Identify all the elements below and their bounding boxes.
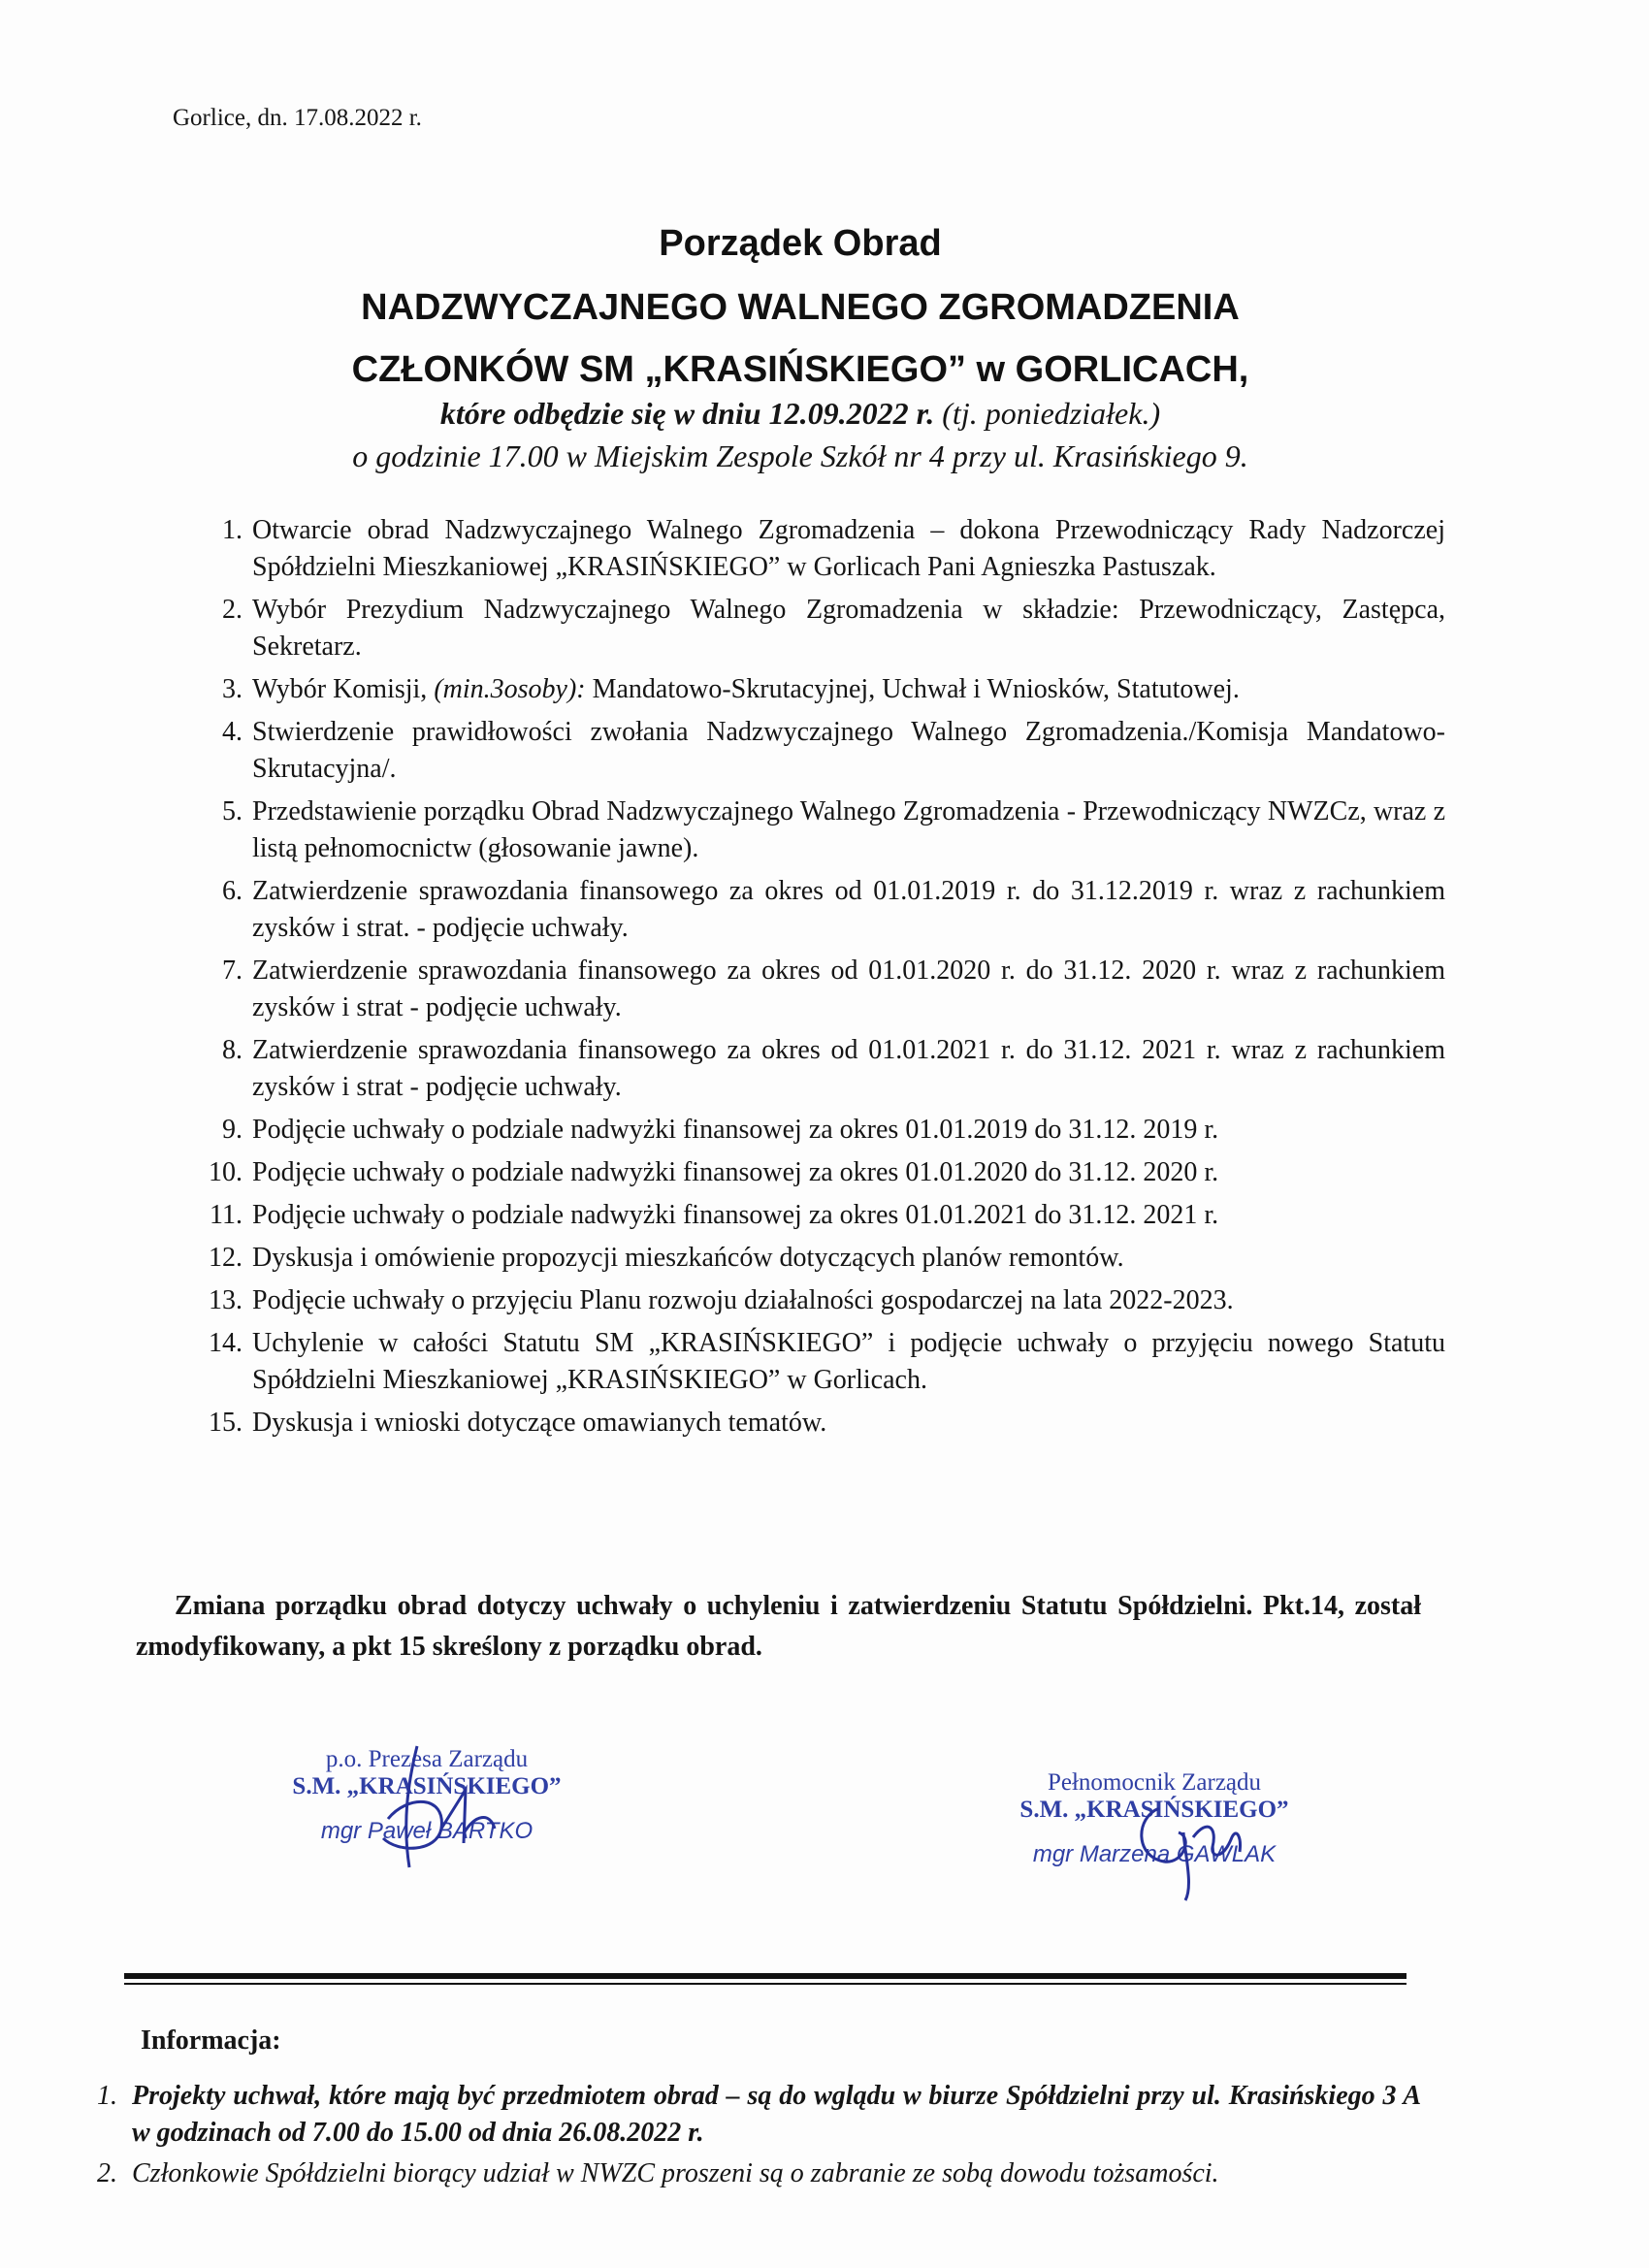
agenda-item-10 — [194, 1154, 1445, 1191]
agenda-text-part: Mandatowo-Skrutacyjnej, Uchwał i Wniosków, Statutowej. — [585, 674, 1240, 704]
agenda-text: Zatwierdzenie sprawozdania finansowego za okres od 01.01.2021 r. do 31.12. 2021 r. wraz z rachunkiem zysków i strat - podjęcie uchwały. — [252, 1035, 1445, 1102]
meeting-date-line — [146, 396, 1455, 432]
agenda-number: 1. — [222, 515, 242, 545]
agenda-item-7 — [194, 953, 1445, 1026]
stamp-organisation: S.M. „KRASIŃSKIEGO” — [292, 1773, 562, 1799]
agenda-text: Stwierdzenie prawidłowości zwołania Nadzwyczajnego Walnego Zgromadzenia./Komisja Mandatowo-Skrutacyjna/. — [252, 717, 1445, 784]
agenda-number: 14. — [209, 1328, 242, 1358]
agenda-number: 7. — [222, 956, 242, 986]
agenda-number: 13. — [209, 1285, 242, 1315]
agenda-text: Dyskusja i wnioski dotyczące omawianych tematów. — [252, 1408, 827, 1438]
agenda-text: Zatwierdzenie sprawozdania finansowego za okres od 01.01.2019 r. do 31.12.2019 r. wraz z rachunkiem zysków i strat. - podjęcie uchwały. — [252, 876, 1445, 943]
agenda-number: 10. — [209, 1157, 242, 1187]
info-text: Projekty uchwał, które mają być przedmiotem obrad – są do wglądu w biurze Spółdzielni przy ul. Krasińskiego 3 A w godzinach od 7.00 do 15.00 od dnia 26.08.2022 r. — [132, 2081, 1421, 2148]
place-date: Gorlice, dn. 17.08.2022 r. — [173, 105, 422, 131]
agenda-text: Podjęcie uchwały o podziale nadwyżki finansowej za okres 01.01.2019 do 31.12. 2019 r. — [252, 1115, 1219, 1145]
agenda-number: 2. — [222, 595, 242, 625]
agenda-item-12 — [194, 1240, 1445, 1277]
info-number: 2. — [97, 2158, 117, 2188]
agenda-item-14 — [194, 1325, 1445, 1399]
signature-right — [1125, 1779, 1251, 1905]
section-divider — [124, 1973, 1406, 1979]
agenda-number: 12. — [209, 1243, 242, 1273]
stamp-right — [970, 1769, 1339, 1868]
info-list — [97, 2078, 1421, 2196]
agenda-item-4 — [194, 714, 1445, 788]
agenda-text: Dyskusja i omówienie propozycji mieszkańców dotyczących planów remontów. — [252, 1243, 1124, 1273]
agenda-text — [252, 671, 1445, 708]
info-item-1 — [97, 2078, 1421, 2152]
agenda-item-2 — [194, 592, 1445, 665]
agenda-number: 11. — [210, 1200, 242, 1230]
meeting-place-line: o godzinie 17.00 w Miejskim Zespole Szkół nr 4 przy ul. Krasińskiego 9. — [352, 438, 1248, 473]
agenda-list — [194, 512, 1445, 1447]
stamp-role: Pełnomocnik Zarządu — [1047, 1769, 1262, 1796]
stamp-left — [242, 1746, 611, 1845]
info-title: Informacja: — [141, 2025, 281, 2056]
stamp-organisation: S.M. „KRASIŃSKIEGO” — [1019, 1797, 1289, 1823]
info-number: 1. — [97, 2081, 117, 2111]
signature-left — [349, 1736, 504, 1882]
section-divider-thin — [124, 1983, 1406, 1985]
agenda-item-9 — [194, 1112, 1445, 1149]
agenda-number: 8. — [222, 1035, 242, 1065]
info-item-2 — [97, 2155, 1421, 2192]
agenda-number: 9. — [222, 1115, 242, 1145]
agenda-number: 3. — [222, 674, 242, 704]
agenda-change-note: Zmiana porządku obrad dotyczy uchwały o uchyleniu i zatwierdzeniu Statutu Spółdzielni. Pkt.14, został zmodyfikowany, a pkt 15 skreślony z porządku obrad. — [136, 1591, 1421, 1662]
agenda-item-5 — [194, 794, 1445, 867]
meeting-date-bold: które odbędzie się w dniu 12.09.2022 r. — [439, 396, 935, 431]
agenda-item-3 — [194, 671, 1445, 708]
agenda-number: 6. — [222, 876, 242, 906]
info-text: Członkowie Spółdzielni biorący udział w NWZC proszeni są o zabranie ze sobą dowodu tożsamości. — [132, 2158, 1219, 2188]
agenda-item-8 — [194, 1032, 1445, 1106]
stamp-signatory: mgr Paweł BARTKO — [320, 1818, 534, 1844]
agenda-number: 5. — [222, 796, 242, 826]
stamp-role: p.o. Prezesa Zarządu — [325, 1746, 529, 1772]
agenda-item-13 — [194, 1282, 1445, 1319]
agenda-text: Wybór Prezydium Nadzwyczajnego Walnego Zgromadzenia w składzie: Przewodniczący, Zastępca, Sekretarz. — [252, 595, 1445, 662]
agenda-number: 4. — [222, 717, 242, 747]
agenda-inline-note: (min.3osoby): — [434, 674, 586, 704]
agenda-text: Przedstawienie porządku Obrad Nadzwyczajnego Walnego Zgromadzenia - Przewodniczący NWZCz, wraz z listą pełnomocnictw (głosowanie jawne). — [252, 796, 1445, 863]
agenda-text: Podjęcie uchwały o przyjęciu Planu rozwoju działalności gospodarczej na lata 2022-2023. — [252, 1285, 1234, 1315]
agenda-item-1 — [194, 512, 1445, 586]
title-line-3: CZŁONKÓW SM „KRASIŃSKIEGO” w GORLICACH, — [351, 349, 1249, 390]
agenda-item-11 — [194, 1197, 1445, 1234]
agenda-text-part: Wybór Komisji, — [252, 674, 435, 704]
meeting-day: (tj. poniedziałek.) — [934, 396, 1161, 431]
title-line-2: NADZWYCZAJNEGO WALNEGO ZGROMADZENIA — [361, 287, 1240, 328]
title-line-1: Porządek Obrad — [659, 223, 942, 264]
agenda-item-15 — [194, 1405, 1445, 1442]
agenda-text: Podjęcie uchwały o podziale nadwyżki finansowej za okres 01.01.2020 do 31.12. 2020 r. — [252, 1157, 1219, 1187]
agenda-text: Podjęcie uchwały o podziale nadwyżki finansowej za okres 01.01.2021 do 31.12. 2021 r. — [252, 1200, 1219, 1230]
agenda-text: Uchylenie w całości Statutu SM „KRASIŃSKIEGO” i podjęcie uchwały o przyjęciu nowego Statutu Spółdzielni Mieszkaniowej „KRASIŃSKIEGO” w Gorlicach. — [252, 1328, 1445, 1395]
agenda-item-6 — [194, 873, 1445, 947]
agenda-text: Zatwierdzenie sprawozdania finansowego za okres od 01.01.2020 r. do 31.12. 2020 r. wraz z rachunkiem zysków i strat - podjęcie uchwały. — [252, 956, 1445, 1022]
agenda-text: Otwarcie obrad Nadzwyczajnego Walnego Zgromadzenia – dokona Przewodniczący Rady Nadzorczej Spółdzielni Mieszkaniowej „KRASIŃSKIEGO” w Gorlicach Pani Agnieszka Pastuszak. — [252, 515, 1445, 582]
stamp-signatory: mgr Marzena GAWLAK — [1032, 1841, 1277, 1867]
agenda-number: 15. — [209, 1408, 242, 1438]
